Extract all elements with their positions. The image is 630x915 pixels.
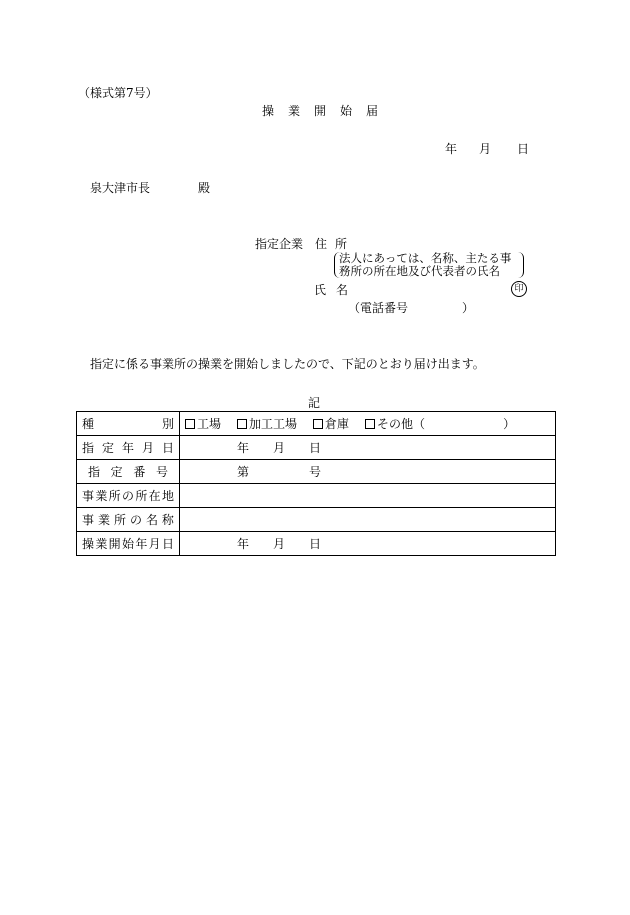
date-month-label: 月 [479,142,492,156]
table-row [77,460,556,484]
ki-heading: 記 [308,396,321,410]
corporation-note-line1: 法人にあっては、名称、主たる事 [339,251,512,265]
option-processing-factory: 加工工場 [249,416,298,431]
designation-number-value[interactable] [180,460,556,484]
signatory-company [255,237,355,251]
label-text: 指 定 年 月 日 [82,440,174,455]
seal-mark: 印 [511,281,527,297]
office-name-value[interactable] [180,508,556,532]
notification-statement: 指定に係る事業所の操業を開始しましたので、下記のとおり届け出ます。 [90,357,485,371]
records-table [76,411,556,556]
table-row [77,412,556,436]
office-address-value[interactable] [180,484,556,508]
label-text: 種 別 [82,416,174,431]
label-text: 指 定 番 号 [88,464,168,479]
row-label-office-address [77,484,180,508]
label-text: 事 業 所 の 所 在 地 [82,488,174,503]
row-label-designation-number [77,460,180,484]
phone-label: （電話番号 [348,301,409,315]
corporation-note-line2: 務所の所在地及び代表者の氏名 [339,264,500,278]
number-suffix: 号 [309,464,322,479]
table-row [77,532,556,556]
option-other: その他（ [377,416,426,431]
date-year-label: 年 [445,142,458,156]
addressee [90,181,210,195]
company-label: 指定企業 [255,237,304,251]
month-label: 月 [273,536,286,551]
name-label: 氏名 [314,283,359,297]
option-other-close: ） [503,416,516,431]
checkbox-factory[interactable] [185,419,195,429]
year-label: 年 [237,440,250,455]
year-label: 年 [237,536,250,551]
phone-line [348,301,474,315]
addressee-honorific: 殿 [198,181,211,195]
label-text: 操 業 開 始 年 月 日 [82,536,174,551]
checkbox-other[interactable] [365,419,375,429]
corporation-note [334,252,524,278]
table-row [77,436,556,460]
address-label: 住所 [315,237,356,251]
start-date-value[interactable] [180,532,556,556]
phone-close: ） [462,301,475,315]
checkbox-processing-factory[interactable] [237,419,247,429]
table-row [77,508,556,532]
option-factory: 工場 [197,416,222,431]
category-options [180,412,556,436]
number-prefix: 第 [237,464,250,479]
label-text: 事 業 所 の 名 称 [82,512,174,527]
row-label-designation-date [77,436,180,460]
option-warehouse: 倉庫 [325,416,350,431]
row-label-category [77,412,180,436]
designation-date-value[interactable] [180,436,556,460]
form-number: （様式第7号） [78,86,158,100]
day-label: 日 [309,536,322,551]
addressee-name: 泉大津市長 [90,181,151,195]
document-title: 操業開始届 [262,104,393,118]
table-row [77,484,556,508]
month-label: 月 [273,440,286,455]
date-day-label: 日 [517,142,530,156]
checkbox-warehouse[interactable] [313,419,323,429]
row-label-start-date [77,532,180,556]
day-label: 日 [309,440,322,455]
submission-date [445,142,529,156]
row-label-office-name [77,508,180,532]
